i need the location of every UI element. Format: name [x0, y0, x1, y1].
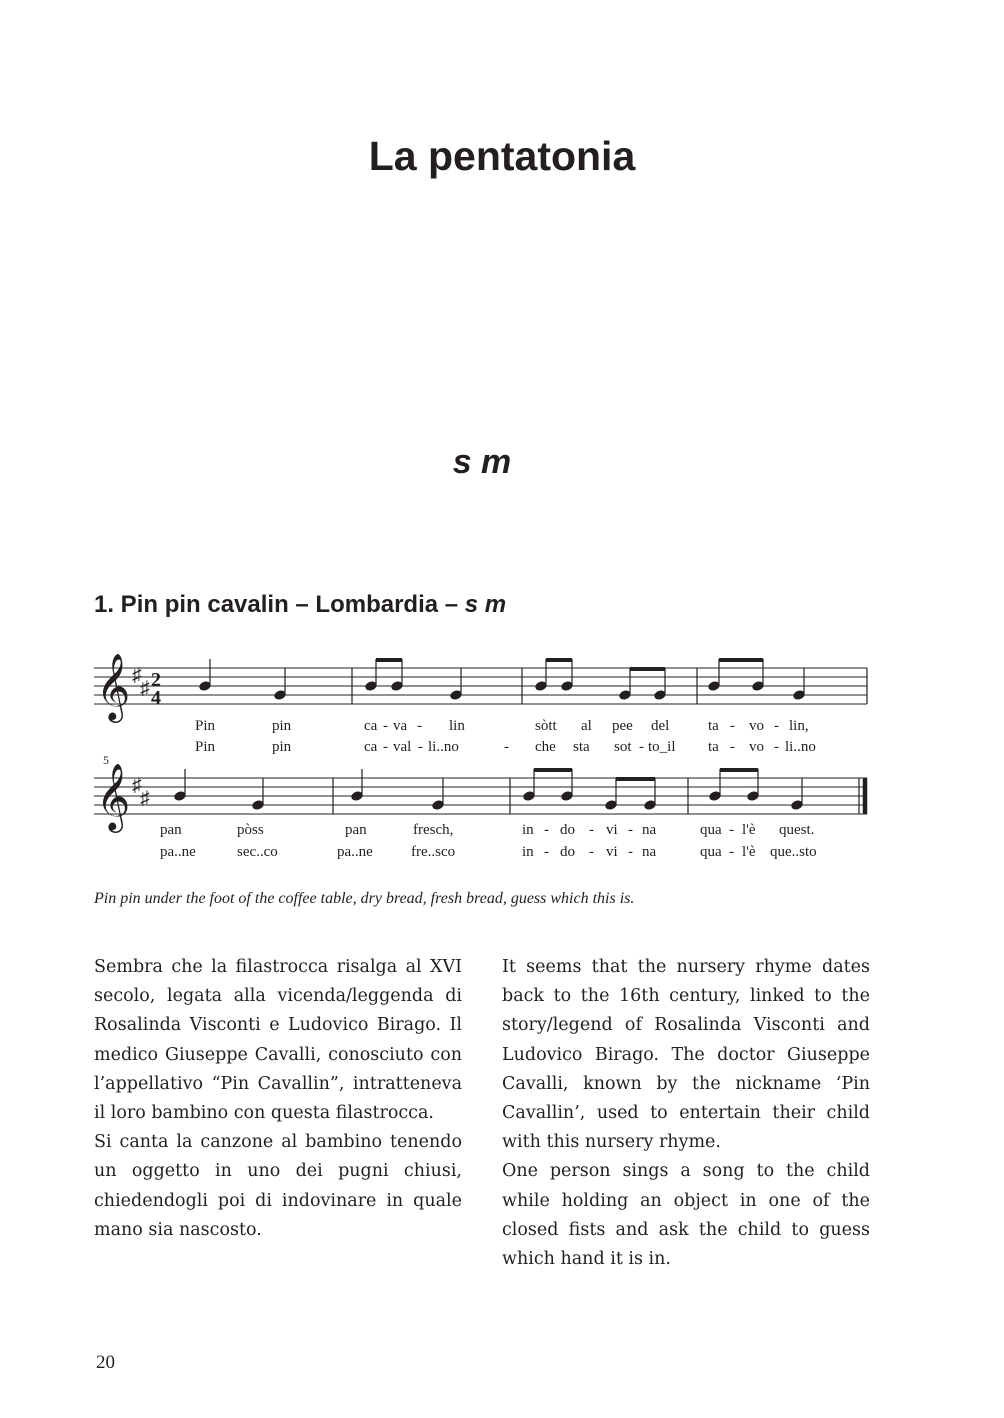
lyric-syllable: vi: [606, 844, 618, 860]
note: [351, 791, 364, 802]
lyric-syllable: sta: [573, 739, 590, 755]
lyric-syllable: fresch,: [413, 822, 454, 838]
lyric-syllable: pin: [272, 718, 292, 734]
time-signature-top: 2: [151, 669, 161, 691]
lyric-syllable: lin,: [789, 718, 809, 734]
paragraph: It seems that the nursery rhyme dates back to the 16th century, linked to the story/legend of Rosalinda Visconti and Ludovico Birago. The doctor Giuseppe Cavalli, known by the nickname ‘Pin Cavallin’, used to entertain their child with this nursery rhyme.: [502, 957, 870, 1153]
note: [450, 690, 463, 701]
lyric-syllable: l'è: [742, 822, 756, 838]
lyric-syllable: pan: [160, 822, 182, 838]
time-signature-bottom: 4: [151, 687, 161, 709]
note: [708, 681, 721, 692]
lyric-syllable: -: [417, 718, 422, 734]
note: [752, 681, 765, 692]
lyric-syllable: pa..ne: [160, 844, 196, 860]
paragraph: Si canta la canzone al bambino tenendo un oggetto in uno dei pugni chiusi, chiedendogli poi di indovinare in quale mano sia nascosto.: [94, 1132, 462, 1240]
lyric-syllable: pòss: [237, 822, 264, 838]
lyric-syllable: val: [393, 739, 412, 755]
notes-line-2: [174, 769, 804, 810]
lyric-syllable: -: [589, 822, 594, 838]
song-translation: Pin pin under the foot of the coffee table, dry bread, fresh bread, guess which this is.: [94, 890, 635, 907]
staff-system-1: [94, 654, 867, 755]
lyric-syllable: vo: [749, 718, 764, 734]
lyric-syllable: pan: [345, 822, 367, 838]
lyric-syllable: -: [383, 739, 388, 755]
lyric-syllable: -: [504, 739, 509, 755]
measure-number: 5: [103, 753, 109, 767]
sharp-sign: ♯: [132, 775, 142, 796]
lyrics-line-1-verse-1: [195, 718, 809, 734]
page-title: La pentatonia: [368, 133, 636, 179]
lyric-syllable: do: [560, 822, 575, 838]
note: [793, 690, 806, 701]
lyric-syllable: ta: [708, 718, 719, 734]
lyric-syllable: sòtt: [535, 718, 557, 734]
section-subtitle: s m: [452, 443, 512, 481]
lyric-syllable: -: [589, 844, 594, 860]
lyric-syllable: ca: [364, 718, 378, 734]
lyric-syllable: qua: [700, 822, 722, 838]
notes-line-1: [199, 659, 806, 700]
treble-clef: 𝄞: [96, 764, 131, 829]
sharp-sign: ♯: [140, 678, 150, 699]
lyric-syllable: -: [774, 718, 779, 734]
note: [654, 690, 667, 701]
note: [709, 791, 722, 802]
music-score: [0, 640, 1004, 870]
lyric-syllable: lin: [449, 718, 465, 734]
lyric-syllable: che: [535, 739, 556, 755]
note: [391, 681, 404, 692]
lyric-syllable: li..no: [785, 739, 816, 755]
note: [174, 791, 187, 802]
lyric-syllable: -: [729, 844, 734, 860]
lyric-syllable: na: [642, 822, 657, 838]
lyric-syllable: -: [418, 739, 423, 755]
song-heading-text: 1. Pin pin cavalin – Lombardia –: [94, 591, 465, 618]
lyric-syllable: Pin: [195, 739, 216, 755]
lyric-syllable: al: [581, 718, 592, 734]
lyric-syllable: sec..co: [237, 844, 278, 860]
note: [274, 690, 287, 701]
lyric-syllable: -: [639, 739, 644, 755]
note: [747, 791, 760, 802]
note: [523, 791, 536, 802]
lyric-syllable: vo: [749, 739, 764, 755]
lyric-syllable: vi: [606, 822, 618, 838]
lyric-syllable: li..no: [428, 739, 459, 755]
note: [561, 681, 574, 692]
lyric-syllable: ca: [364, 739, 378, 755]
note: [605, 800, 618, 811]
lyric-syllable: qua: [700, 844, 722, 860]
paragraph: One person sings a song to the child while holding an object in one of the closed fists and ask the child to guess which hand it is in.: [502, 1161, 870, 1270]
lyric-syllable: in: [522, 844, 534, 860]
note: [644, 800, 657, 811]
lyric-syllable: quest.: [779, 822, 815, 838]
lyric-syllable: sot: [614, 739, 632, 755]
note: [432, 800, 445, 811]
note: [252, 800, 265, 811]
lyric-syllable: in: [522, 822, 534, 838]
lyric-syllable: -: [730, 718, 735, 734]
lyric-syllable: -: [383, 718, 388, 734]
italian-text-column: [94, 953, 462, 1245]
lyric-syllable: va: [393, 718, 408, 734]
sharp-sign: ♯: [132, 665, 142, 686]
staff-system-2: [94, 753, 867, 860]
lyric-syllable: Pin: [195, 718, 216, 734]
lyric-syllable: -: [774, 739, 779, 755]
paragraph: Sembra che la filastrocca risalga al XVI secolo, legata alla vicenda/leggenda di Rosalinda Visconti e Ludovico Birago. Il medico Giuseppe Cavalli, conosciuto con l’appellativo “Pin Cavallin”, intratteneva il loro bambino con questa filastrocca.: [94, 957, 462, 1124]
lyric-syllable: na: [642, 844, 657, 860]
lyric-syllable: -: [544, 844, 549, 860]
lyric-syllable: -: [729, 822, 734, 838]
note: [199, 681, 212, 692]
note: [791, 800, 804, 811]
lyric-syllable: del: [651, 718, 670, 734]
note: [365, 681, 378, 692]
lyric-syllable: l'è: [742, 844, 756, 860]
lyric-syllable: to_il: [648, 739, 676, 755]
lyric-syllable: que..sto: [770, 844, 817, 860]
song-heading-scale: s m: [464, 591, 507, 618]
lyric-syllable: pee: [612, 718, 633, 734]
lyrics-line-2-verse-1: [160, 822, 814, 838]
page-number: 20: [96, 1352, 115, 1373]
lyrics-line-2-verse-2: [160, 844, 817, 860]
lyric-syllable: pin: [272, 739, 292, 755]
sharp-sign: ♯: [140, 788, 150, 809]
lyric-syllable: -: [628, 844, 633, 860]
note: [535, 681, 548, 692]
lyric-syllable: -: [730, 739, 735, 755]
lyric-syllable: pa..ne: [337, 844, 373, 860]
lyric-syllable: -: [544, 822, 549, 838]
lyric-syllable: fre..sco: [411, 844, 456, 860]
note: [561, 791, 574, 802]
song-heading: [94, 589, 506, 621]
lyrics-line-1-verse-2: [195, 739, 816, 755]
treble-clef: 𝄞: [96, 654, 131, 719]
note: [619, 690, 632, 701]
lyric-syllable: ta: [708, 739, 719, 755]
english-text-column: [502, 953, 870, 1274]
lyric-syllable: -: [628, 822, 633, 838]
lyric-syllable: do: [560, 844, 575, 860]
